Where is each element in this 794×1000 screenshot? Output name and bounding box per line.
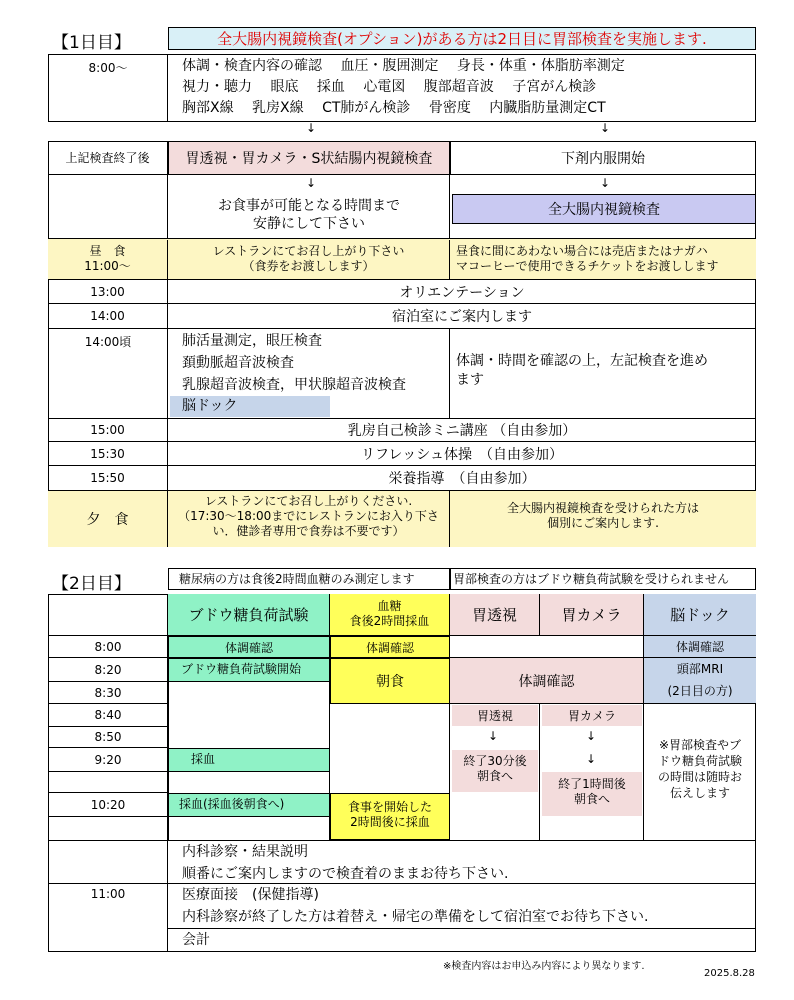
arrow-icon: ↓ [600, 176, 611, 190]
time-1400-approx: 14:00頃 [84, 335, 132, 349]
time-1100: 11:00 [90, 887, 126, 901]
brain-mri: 頭部MRI (2日目の方) [644, 658, 756, 704]
gc-end: 終了1時間後 朝食へ [542, 772, 642, 816]
consultation: 内科診察・結果説明 順番にご案内しますので検査着のままお待ち下さい. [182, 844, 509, 882]
time-1400: 14:00 [48, 304, 168, 329]
after-exams-label: 上記検査終了後 [48, 141, 168, 175]
time-1020: 10:20 [48, 793, 168, 817]
arrow-icon: ↓ [488, 729, 499, 743]
nutrition-guidance: 栄養指導 （自由参加） [168, 466, 756, 491]
ugi-end: 終了30分後 朝食へ [452, 750, 538, 792]
arrow-icon: ↓ [306, 176, 317, 190]
gtt-blood-draw-breakfast: 採血(採血後朝食へ) [168, 793, 330, 817]
time-850: 8:50 [48, 727, 168, 748]
brain-dock: 脳ドック [170, 396, 330, 417]
breast-lecture: 乳房自己検診ミニ講座 （自由参加） [168, 419, 756, 442]
lunch-label: 昼 食 11:00～ [48, 240, 168, 280]
gtt-start: ブドウ糖負荷試験開始 [168, 658, 330, 682]
ugi-start: 胃透視 [452, 705, 538, 726]
gc-start: 胃カメラ [542, 705, 642, 726]
time-1500: 15:00 [48, 419, 168, 442]
time-800: 8:00～ [88, 61, 128, 75]
rest-instruction: お食事が可能となる時間まで 安静にして下さい [218, 198, 400, 232]
arrow-icon: ↓ [586, 752, 597, 766]
bs-health-check: 体調確認 [330, 636, 450, 658]
refresh-exercise: リフレッシュ体操 （自由参加） [168, 442, 756, 466]
lunch-alternative: 昼食に間にあわない場合には売店またはナガハ マコーヒーで使用できるチケットをお渡しします [456, 244, 719, 273]
gastric-health-check: 体調確認 [450, 658, 644, 704]
day1-label: 【1日目】 [52, 33, 131, 53]
time-840: 8:40 [48, 704, 168, 727]
footer-note: ※検査内容はお申込み内容により異なります. [443, 961, 645, 972]
afternoon-exams: 肺活量測定，眼圧検査 頚動脈超音波検査 乳腺超音波検査，甲状腺超音波検査 [182, 333, 406, 393]
col-glucose-tolerance: ブドウ糖負荷試験 [168, 594, 330, 636]
morning-exams: 体調・検査内容の確認 血圧・腹囲測定 身長・体重・体脂肪率測定 視力・聴力 眼底 採血 心電図 腹部超音波 子宮がん検診 胸部X線 乳房X線 CT肺がん検診 骨密度 内臓脂肪量測定CT [182, 58, 625, 116]
time-830: 8:30 [48, 682, 168, 704]
gastric-note: 胃部検査の方はブドウ糖負荷試験を受けられません [450, 568, 756, 590]
time-800: 8:00 [48, 636, 168, 658]
time-820: 8:20 [48, 658, 168, 682]
laxative-start: 下剤内服開始 [450, 141, 756, 175]
time-920: 9:20 [48, 748, 168, 772]
arrow-icon: ↓ [600, 121, 611, 135]
col-brain-dock: 脳ドック [644, 594, 756, 636]
brain-health-check: 体調確認 [644, 636, 756, 658]
arrow-icon: ↓ [586, 729, 597, 743]
room-guidance: 宿泊室にご案内します [168, 304, 756, 329]
payment: 会計 [182, 932, 210, 948]
lunch-restaurant: レストランにてお召し上がり下さい （食券をお渡しします） [168, 240, 450, 280]
diabetes-note: 糖尿病の方は食後2時間血糖のみ測定します [168, 568, 450, 590]
time-1300: 13:00 [48, 280, 168, 304]
afternoon-note: 体調・時間を確認の上，左記検査を進め ます [456, 353, 708, 388]
dinner-colonoscopy-note: 全大腸内視鏡検査を受けられた方は 個別にご案内します. [450, 491, 756, 547]
col-blood-sugar: 血糖 食後2時間採血 [330, 594, 450, 636]
brain-timing-note: ※胃部検査やブ ドウ糖負荷試験 の時間は随時お 伝えします [657, 738, 742, 800]
bs-breakfast: 朝食 [330, 658, 450, 704]
gtt-health-check: 体調確認 [168, 636, 330, 658]
time-1530: 15:30 [48, 442, 168, 466]
footer-date: 2025.8.28 [704, 968, 755, 979]
time-1550: 15:50 [48, 466, 168, 491]
col-upper-gi: 胃透視 [450, 594, 540, 636]
day1-banner: 全大腸内視鏡検査(オプション)がある方は2日目に胃部検査を実施します. [168, 27, 756, 50]
medical-interview: 医療面接 (保健指導) 内科診察が終了した方は着替え・帰宅の準備をして宿泊室でお待ち下さい. [182, 887, 649, 925]
day2-label: 【2日目】 [52, 574, 131, 594]
orientation: オリエンテーション [168, 280, 756, 304]
dinner-restaurant: レストランにてお召し上がりください. （17:30～18:00までにレストランにお入り下さ い．健診者専用で食券は不要です） [168, 491, 450, 547]
bs-blood-draw-note: 食事を開始した 2時間後に採血 [330, 793, 450, 840]
arrow-icon: ↓ [306, 121, 317, 135]
gtt-blood-draw: 採血 [168, 748, 330, 772]
dinner-label: 夕 食 [48, 491, 168, 547]
colonoscopy: 全大腸内視鏡検査 [452, 194, 756, 224]
col-gastroscopy: 胃カメラ [540, 594, 644, 636]
upper-gi-exams: 胃透視・胃カメラ・S状結腸内視鏡検査 [168, 141, 450, 175]
